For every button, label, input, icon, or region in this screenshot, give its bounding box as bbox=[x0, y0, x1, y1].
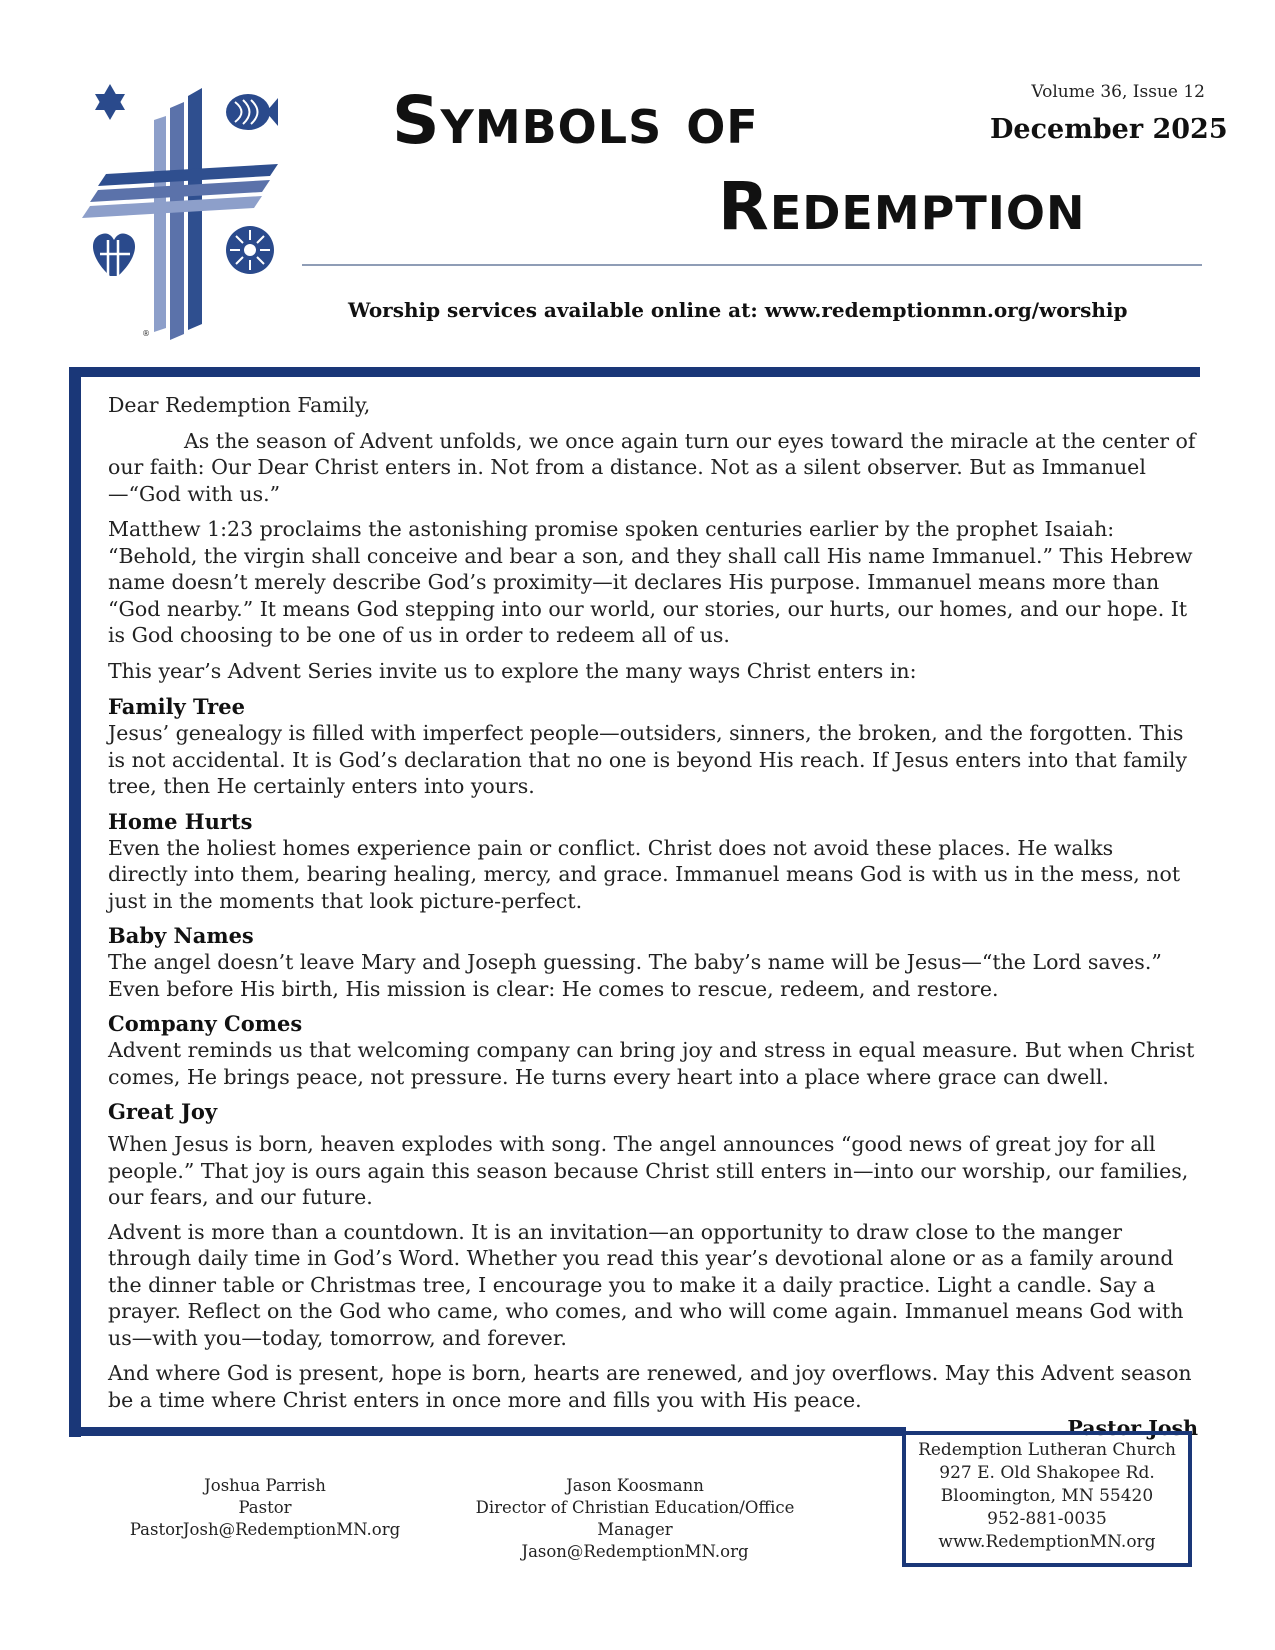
staff-email[interactable]: PastorJosh@RedemptionMN.org bbox=[129, 1520, 401, 1539]
advent-section bbox=[108, 1098, 1198, 1211]
church-name: Redemption Lutheran Church bbox=[918, 1440, 1176, 1460]
fish-icon bbox=[226, 94, 278, 130]
staff-email[interactable]: Jason@RedemptionMN.org bbox=[521, 1542, 749, 1561]
star-of-david-icon bbox=[95, 84, 125, 120]
church-phone: 952-881-0035 bbox=[987, 1509, 1107, 1529]
advent-section bbox=[108, 922, 1198, 1002]
issue-date: December 2025 bbox=[990, 114, 1228, 145]
pastor-letter bbox=[108, 392, 1198, 1442]
church-street: 927 E. Old Shakopee Rd. bbox=[939, 1463, 1155, 1483]
advent-section bbox=[108, 693, 1198, 800]
staff-contact-pastor bbox=[120, 1475, 410, 1541]
section-heading: Baby Names bbox=[108, 923, 254, 948]
letter-closing: And where God is present, hope is born, hearts are renewed, and joy overflows. May this Advent season be a time where Christ enters in once more and fills you with His peace. bbox=[108, 1361, 1192, 1412]
church-address-box bbox=[902, 1431, 1192, 1567]
heart-icon bbox=[93, 233, 135, 276]
section-heading: Great Joy bbox=[108, 1099, 218, 1124]
volume-issue: Volume 36, Issue 12 bbox=[1031, 82, 1205, 102]
section-heading: Family Tree bbox=[108, 694, 245, 719]
letter-intro: As the season of Advent unfolds, we once again turn our eyes toward the miracle at the center of our faith: Our Dear Christ enters in. Not from a distance. Not as a silent observer. But as Immanuel—“God with us.” bbox=[108, 428, 1196, 506]
svg-text:®: ® bbox=[142, 329, 150, 338]
section-text: The angel doesn’t leave Mary and Joseph guessing. The baby’s name will be Jesus—“the Lord saves.” Even before His birth, His mission is clear: He comes to rescue, redeem, and restore. bbox=[108, 950, 1162, 1001]
newsletter-title-part1: Symbols of bbox=[392, 82, 759, 159]
newsletter-title-line2 bbox=[718, 168, 1085, 245]
staff-contact-director bbox=[440, 1475, 830, 1563]
frame-top-border bbox=[75, 367, 1200, 377]
online-worship-notice: Worship services available online at: www.redemptionmn.org/worship bbox=[348, 298, 1128, 322]
signature: Pastor Josh bbox=[1067, 1416, 1198, 1440]
section-heading: Company Comes bbox=[108, 1011, 303, 1036]
newsletter-title-line1 bbox=[392, 82, 759, 159]
salutation: Dear Redemption Family, bbox=[108, 393, 371, 417]
header-divider bbox=[302, 264, 1202, 266]
advent-section bbox=[108, 1010, 1198, 1090]
section-heading: Home Hurts bbox=[108, 808, 253, 834]
church-city: Bloomington, MN 55420 bbox=[940, 1486, 1154, 1506]
sun-icon bbox=[226, 226, 274, 274]
section-text: Jesus’ genealogy is filled with imperfect people—outsiders, sinners, the broken, and the forgotten. This is not accidental. It is God’s declaration that no one is beyond His reach. If Jesus enters into that family tree, then He certainly enters into yours. bbox=[108, 721, 1188, 798]
church-website[interactable]: www.RedemptionMN.org bbox=[938, 1532, 1156, 1552]
staff-name: Joshua Parrish bbox=[204, 1476, 326, 1495]
letter-paragraph: Matthew 1:23 proclaims the astonishing promise spoken centuries earlier by the prophet Isaiah: “Behold, the virgin shall conceive and bear a son, and they shall call His name Immanuel.” This Hebrew name doesn’t merely describe God’s proximity—it declares His purpose. Immanuel means more than “God nearby.” It means God stepping into our world, our stories, our hurts, our homes, and our hope. It is God choosing to be one of us in order to redeem all of us. bbox=[108, 517, 1193, 647]
section-text: Advent reminds us that welcoming company can bring joy and stress in equal measure. But when Christ comes, He brings peace, not pressure. He turns every heart into a place where grace can dwell. bbox=[108, 1038, 1195, 1089]
staff-role: Director of Christian Education/Office Manager bbox=[475, 1498, 795, 1539]
frame-left-border bbox=[69, 367, 81, 1437]
staff-role: Pastor bbox=[238, 1498, 292, 1517]
letter-paragraph: This year’s Advent Series invite us to explore the many ways Christ enters in: bbox=[108, 658, 917, 683]
section-text: Even the holiest homes experience pain or conflict. Christ does not avoid these places. He walks directly into them, bearing healing, mercy, and grace. Immanuel means God is with us in the mess, not just in the moments that look picture-perfect. bbox=[108, 835, 1181, 913]
section-text: When Jesus is born, heaven explodes with song. The angel announces “good news of great joy for all people.” That joy is ours again this season because Christ still enters in—into our worship, our families, our fears, and our future. bbox=[108, 1132, 1189, 1209]
letter-paragraph: Advent is more than a countdown. It is an invitation—an opportunity to draw close to the manger through daily time in God’s Word. Whether you read this year’s devotional alone or as a family around the dinner table or Christmas tree, I encourage you to make it a daily practice. Light a candle. Say a prayer. Reflect on the God who came, who comes, and who will come again. Immanuel means God with us—with you—today, tomorrow, and forever. bbox=[108, 1219, 1184, 1350]
lutheran-cross-logo-icon bbox=[80, 78, 300, 358]
advent-section bbox=[108, 808, 1198, 915]
newsletter-title-part2: Redemption bbox=[718, 168, 1086, 245]
staff-name: Jason Koosmann bbox=[566, 1476, 704, 1495]
